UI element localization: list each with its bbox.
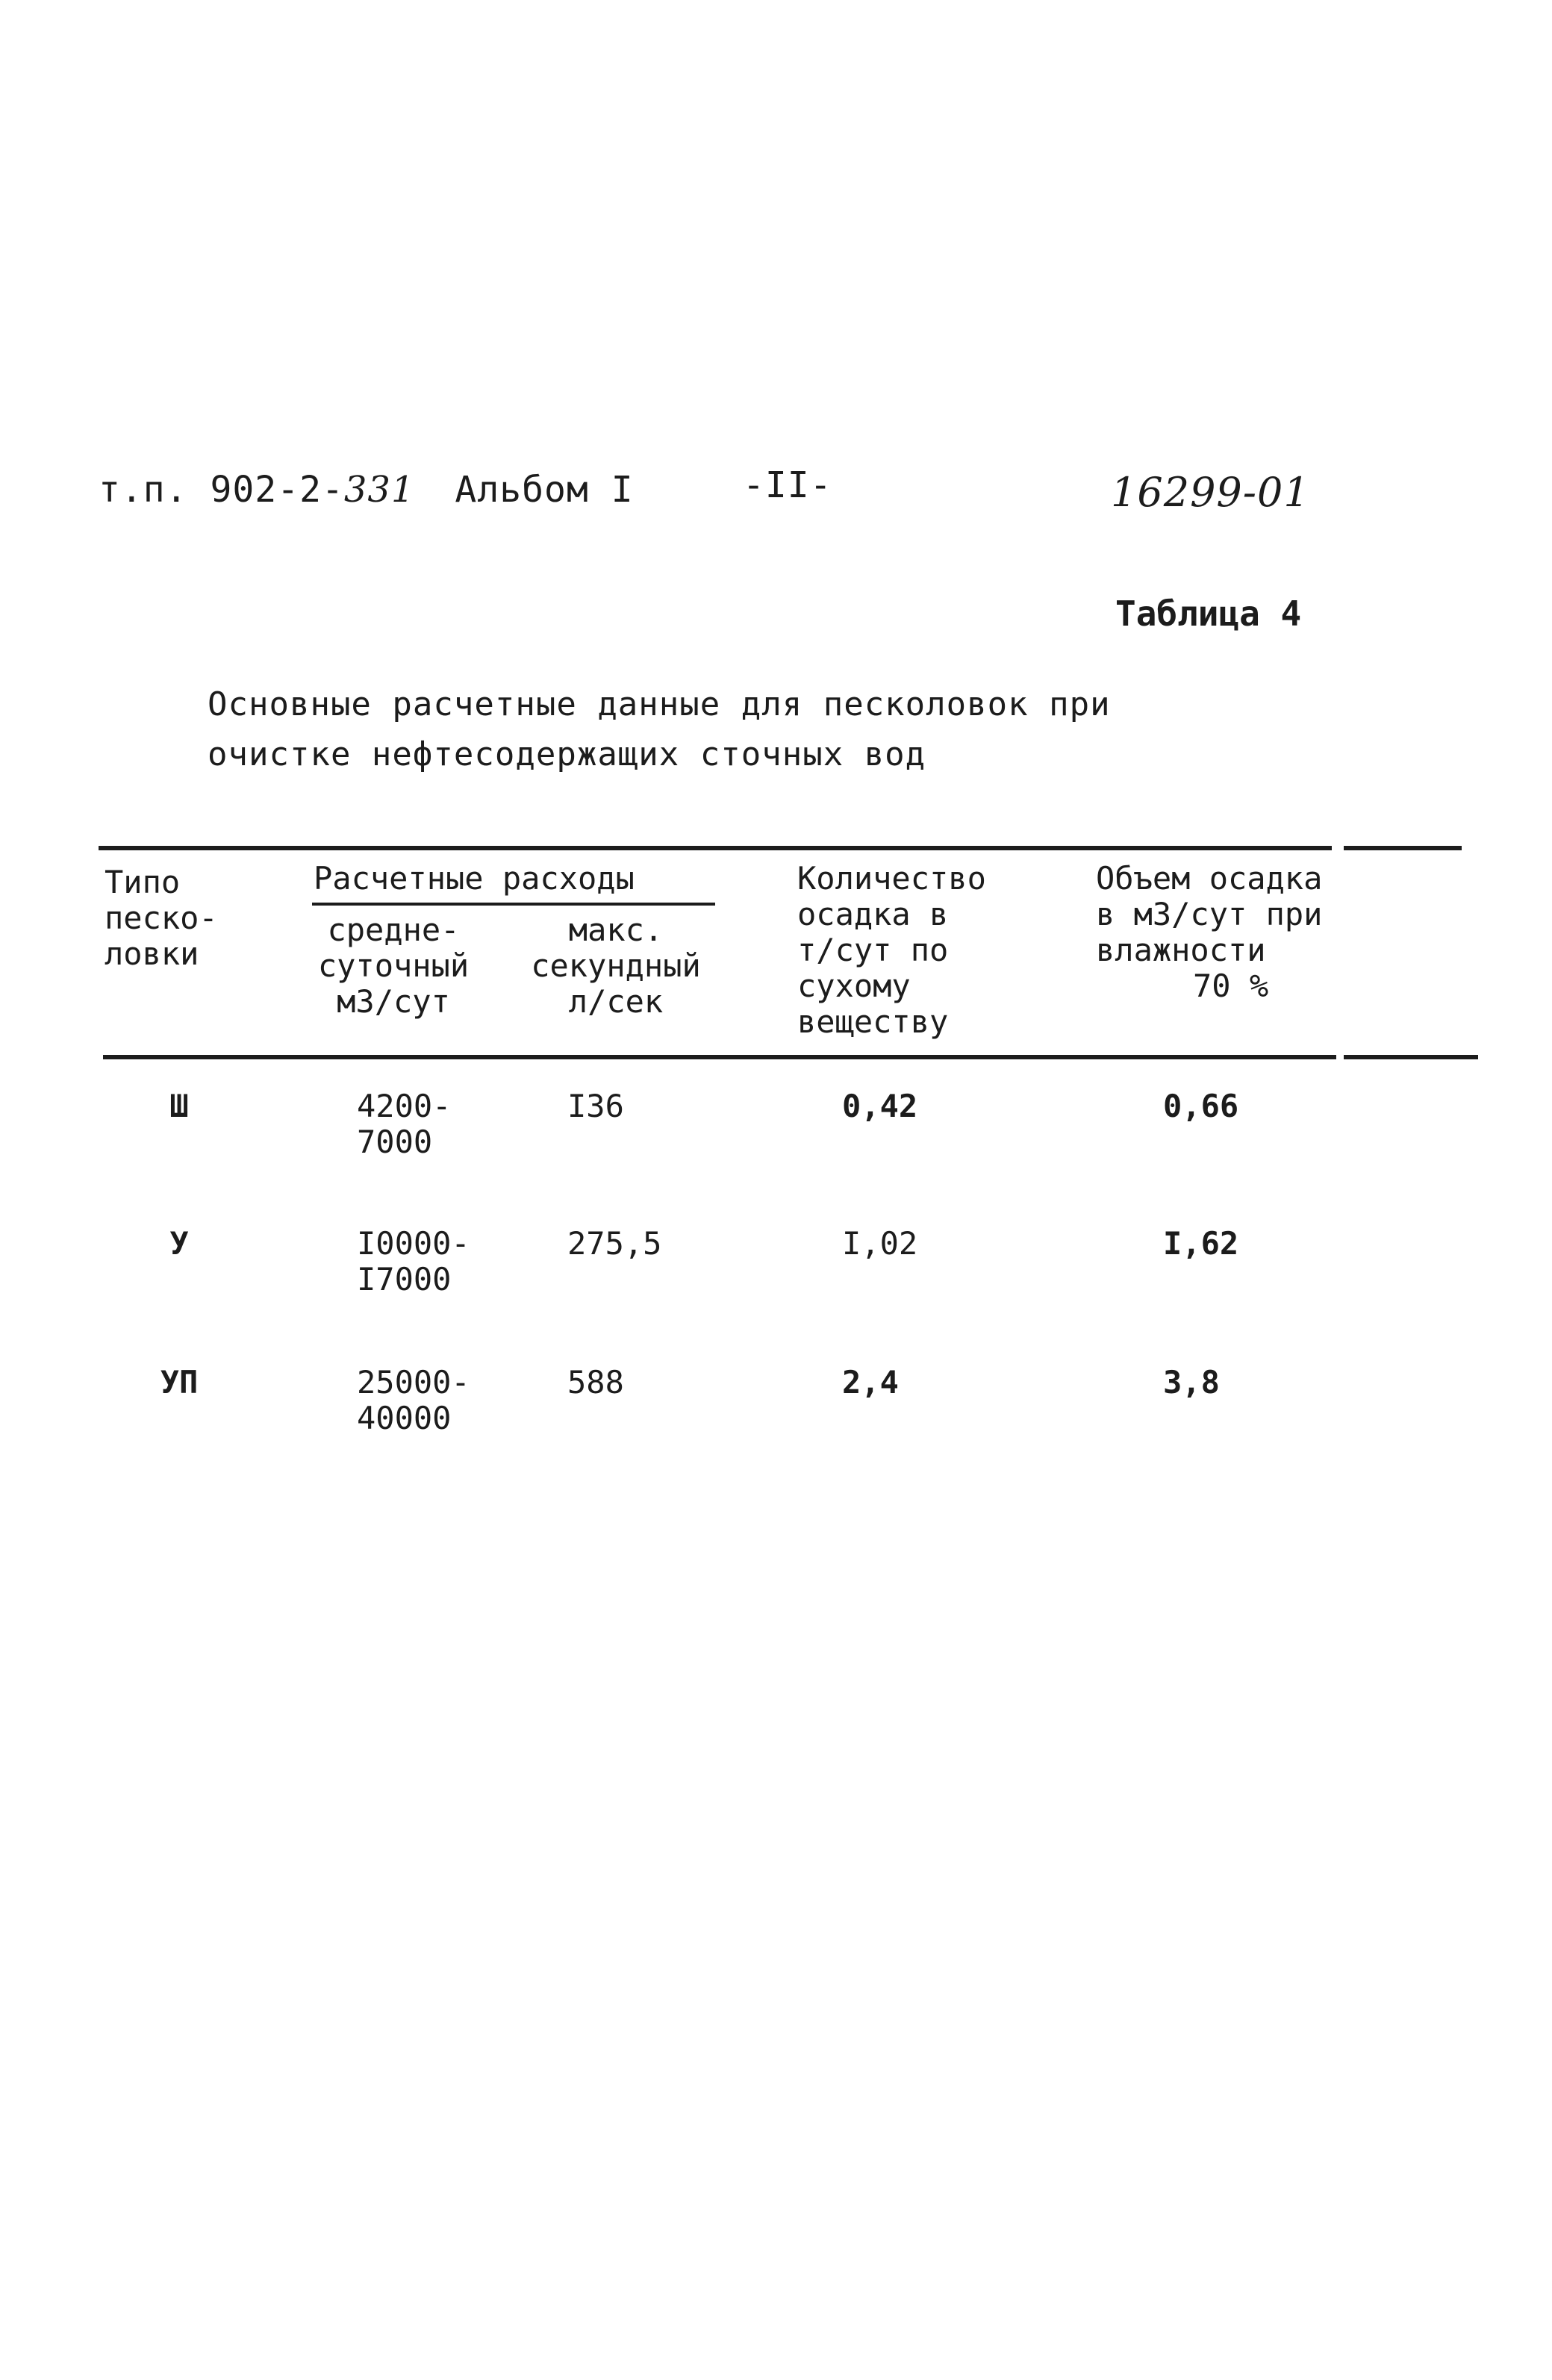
header-type-line: Типо bbox=[105, 864, 181, 900]
table-title-line-1: Основные расчетные данные для песколовок при bbox=[208, 685, 1111, 723]
cell-sediment-qty: I,02 bbox=[842, 1225, 918, 1262]
cell-avg-daily-line: 40000 bbox=[357, 1400, 452, 1436]
table-title-line-2: очистке нефтесодержащих сточных вод bbox=[208, 735, 926, 773]
header-type bbox=[105, 865, 218, 972]
header-max-sec bbox=[515, 912, 717, 1020]
table-header-rule-right bbox=[1344, 1055, 1478, 1059]
header-sediment-vol-line: 70 % bbox=[1193, 968, 1269, 1004]
cell-sediment-qty: 2,4 bbox=[842, 1364, 899, 1401]
header-sediment-qty-line: т/сут по bbox=[797, 932, 949, 968]
header-sediment-qty-line: Количество bbox=[797, 860, 986, 897]
table-label: Таблица 4 bbox=[1115, 594, 1302, 634]
header-type-line: ловки bbox=[105, 935, 199, 972]
cell-sediment-qty: 0,42 bbox=[842, 1088, 918, 1124]
header-sediment-qty-line: осадка в bbox=[797, 896, 949, 932]
cell-avg-daily-line: I7000 bbox=[357, 1261, 452, 1298]
cell-sediment-vol: 0,66 bbox=[1163, 1088, 1239, 1124]
header-max-sec-line: секундный bbox=[531, 947, 701, 984]
doc-number: 16299-01 bbox=[1111, 469, 1310, 516]
album-label: Альбом I bbox=[455, 469, 634, 511]
table-header-rule bbox=[103, 1055, 1336, 1059]
cell-avg-daily bbox=[357, 1088, 451, 1160]
doc-reference bbox=[99, 469, 634, 511]
doc-prefix: т.п. bbox=[99, 469, 188, 511]
flows-group-underline bbox=[312, 903, 715, 906]
header-max-sec-line: л/сек bbox=[568, 983, 664, 1020]
header-sediment-vol-line: влажности bbox=[1096, 932, 1266, 968]
cell-avg-daily bbox=[357, 1226, 470, 1298]
header-sediment-qty-line: сухому bbox=[797, 968, 911, 1004]
header-sediment-vol-line: в м3/сут при bbox=[1096, 896, 1323, 932]
header-max-sec-line: макс. bbox=[568, 912, 664, 948]
header-sediment-vol bbox=[1096, 861, 1322, 1004]
cell-avg-daily-line: 7000 bbox=[357, 1124, 433, 1160]
cell-max-sec: I36 bbox=[567, 1088, 624, 1124]
cell-type: Ш bbox=[169, 1088, 189, 1124]
header-type-line: песко- bbox=[105, 900, 218, 936]
header-sediment-qty-line: веществу bbox=[797, 1003, 949, 1040]
doc-code-handwritten: 331 bbox=[343, 469, 415, 511]
header-sediment-qty bbox=[797, 861, 986, 1040]
header-avg-daily-line: средне- bbox=[327, 912, 460, 948]
header-avg-daily-line: м3/сут bbox=[337, 983, 450, 1020]
cell-avg-daily bbox=[357, 1365, 470, 1436]
table-top-rule-right bbox=[1344, 846, 1462, 850]
header-sediment-vol-line: Объем осадка bbox=[1096, 860, 1323, 897]
cell-avg-daily-line: 4200- bbox=[357, 1088, 452, 1124]
header-avg-daily bbox=[308, 912, 479, 1020]
cell-max-sec: 275,5 bbox=[567, 1225, 662, 1262]
cell-type: УП bbox=[160, 1364, 199, 1401]
cell-sediment-vol: I,62 bbox=[1163, 1225, 1239, 1262]
cell-sediment-vol: 3,8 bbox=[1163, 1364, 1220, 1401]
cell-avg-daily-line: I0000- bbox=[357, 1225, 470, 1262]
header-flows-group: Расчетные расходы bbox=[314, 860, 635, 897]
table-top-rule bbox=[99, 846, 1332, 850]
cell-avg-daily-line: 25000- bbox=[357, 1364, 470, 1401]
cell-max-sec: 588 bbox=[567, 1364, 624, 1401]
page-number: -II- bbox=[743, 464, 832, 506]
doc-code: 902-2- bbox=[210, 469, 344, 511]
cell-type: У bbox=[169, 1225, 189, 1262]
header-avg-daily-line: суточный bbox=[317, 947, 470, 984]
